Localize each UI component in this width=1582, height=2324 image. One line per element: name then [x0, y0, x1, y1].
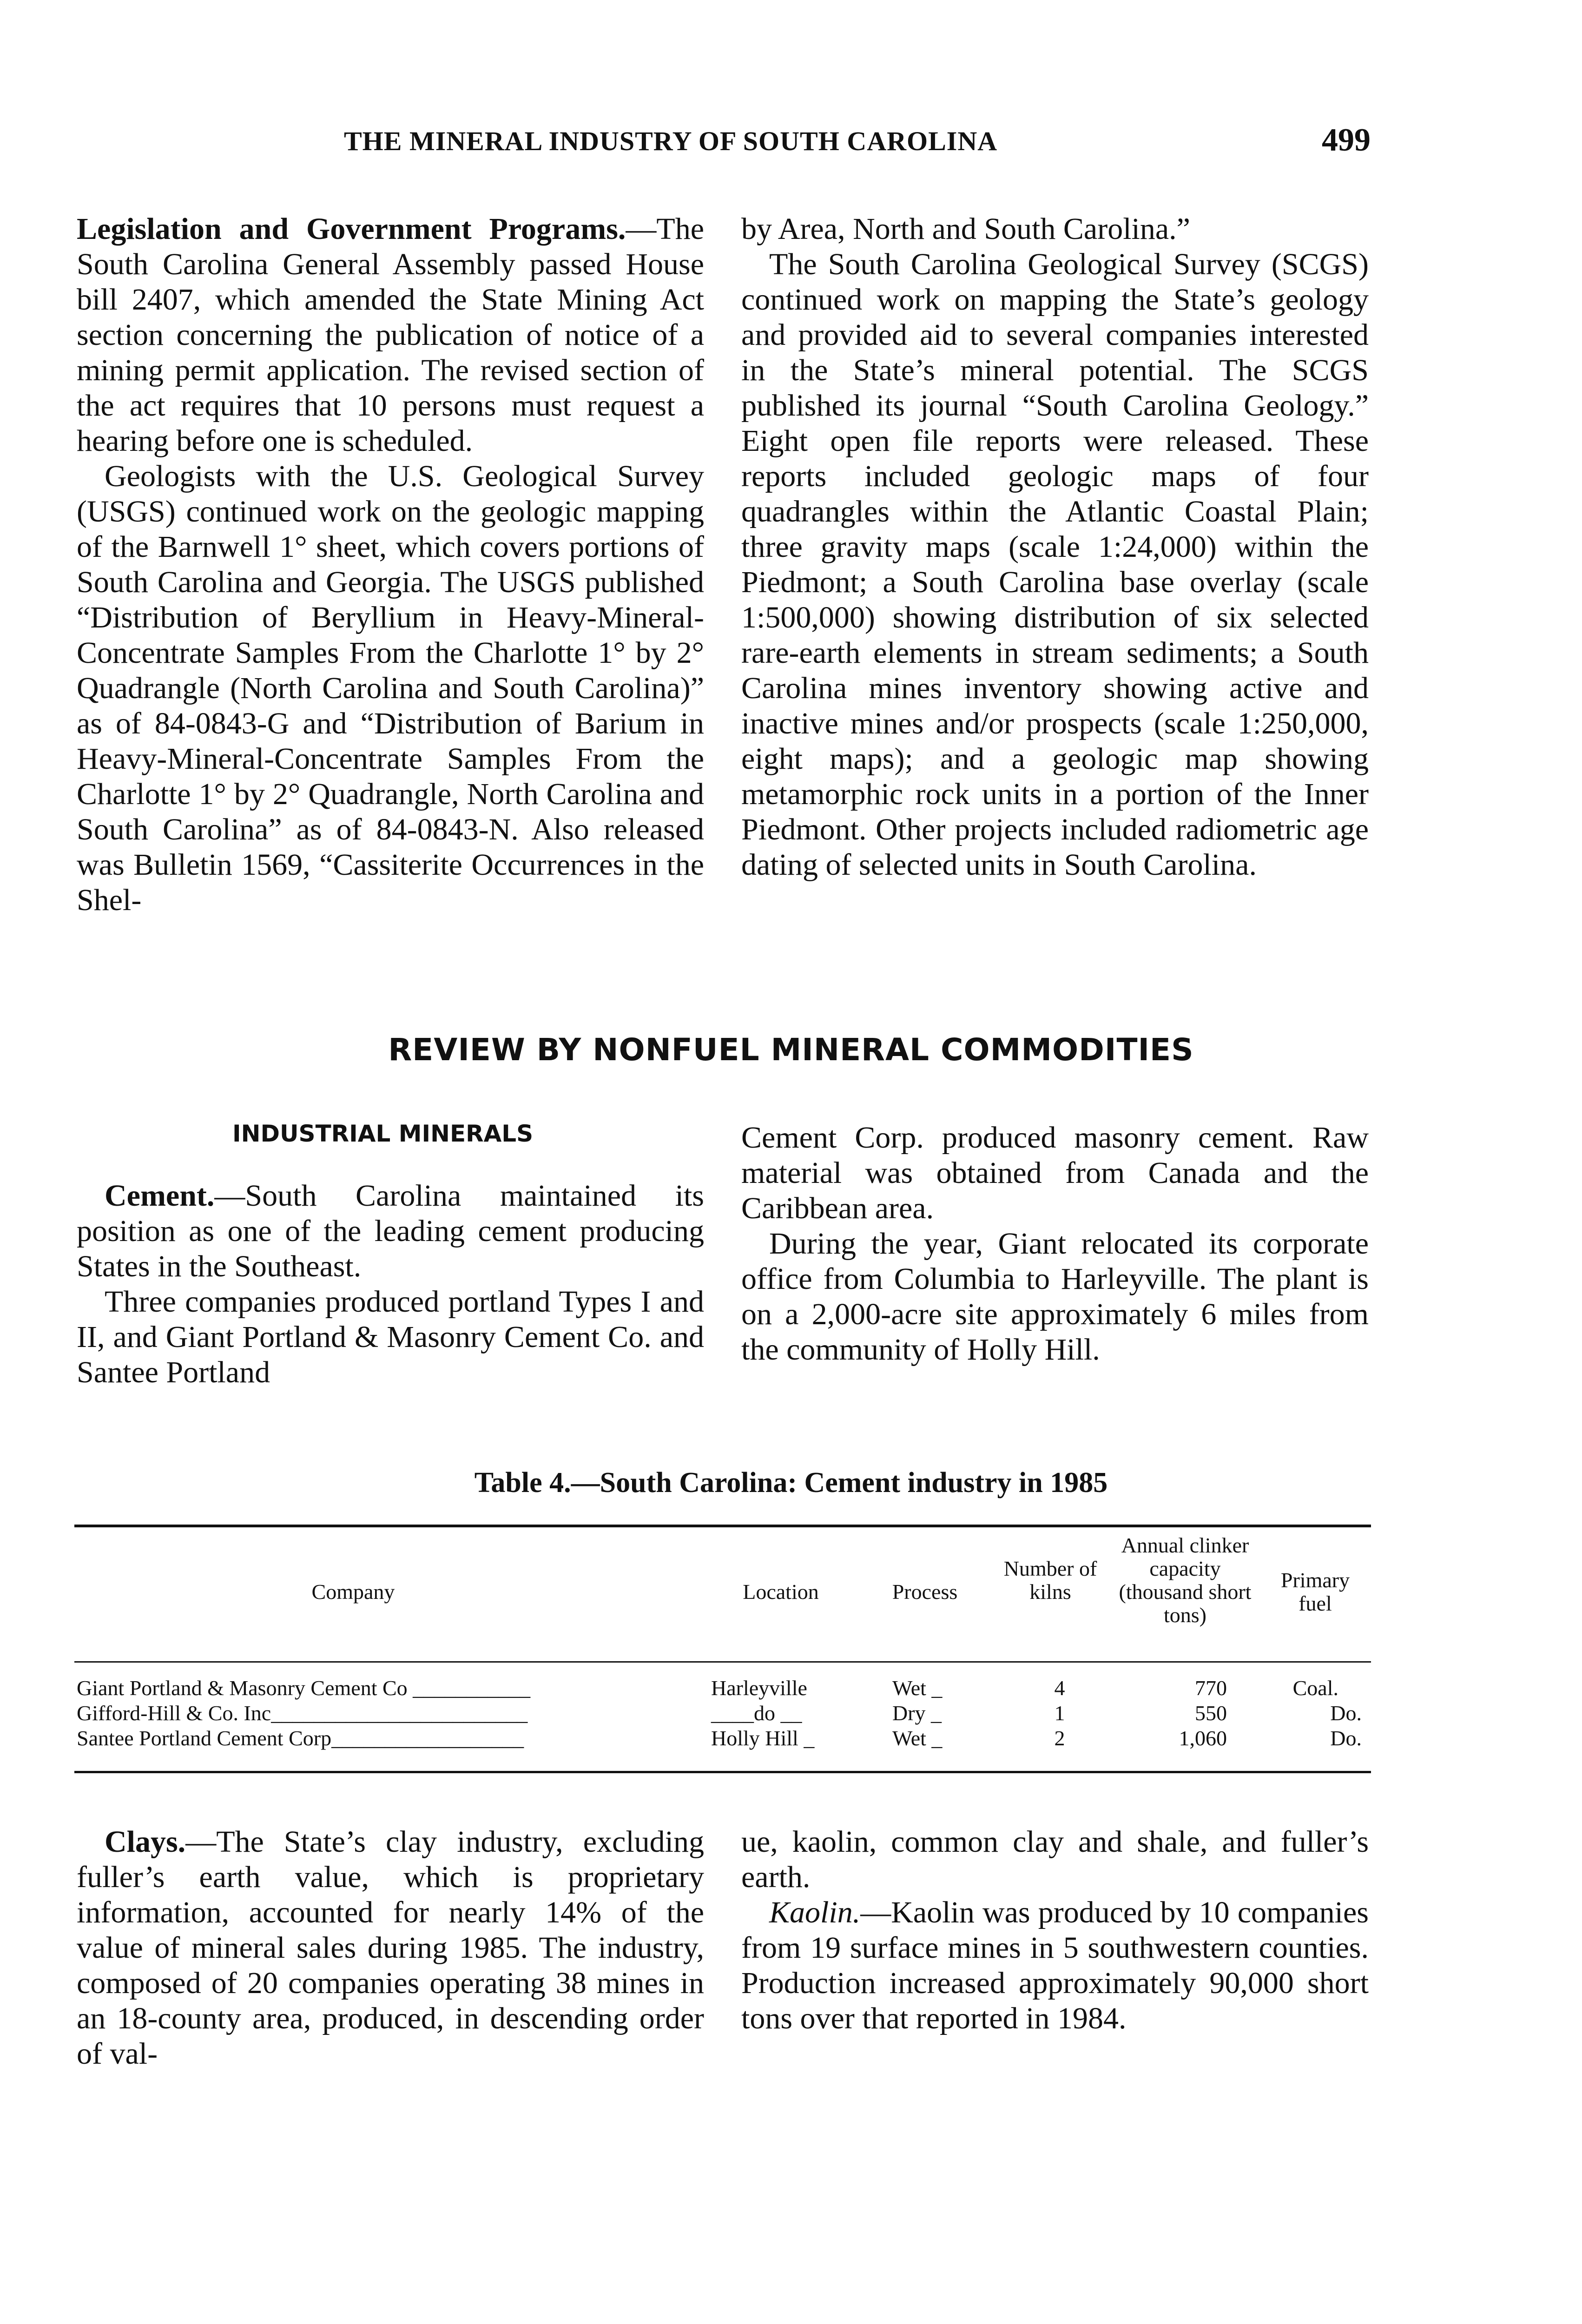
- table-title: Table 4.—South Carolina: Cement industry in 1985: [474, 1467, 1108, 1499]
- cement-right-column: [741, 1120, 1369, 1367]
- table-top-rule: [74, 1525, 1371, 1527]
- usgs-paragraph: Geologists with the U.S. Geological Survey (USGS) continued work on the geologic mapping of the Barnwell 1° sheet, which covers portions of South Carolina and Georgia. The USGS published “Distribution of Beryllium in Heavy-Mineral-Concentrate Samples From the Charlotte 1° by 2° Quadrangle (North Carolina and South Carolina)” as of 84-0843-G and “Distribution of Barium in Heavy-Mineral-Concentrate Samples From the Charlotte 1° by 2° Quadrangle, North Carolina and South Carolina” as of 84-0843-N. Also released was Bulletin 1569, “Cassiterite Occurrences in the Shel-: [77, 459, 704, 917]
- column-header-location: Location: [743, 1580, 819, 1604]
- table-cell-kilns: 1: [1054, 1701, 1065, 1725]
- kaolin-paragraph-text: —Kaolin was produced by 10 companies from 19 surface mines in 5 southwestern counties. Production increased approximately 90,000 short tons over that reported in 1984.: [741, 1895, 1369, 2035]
- table-cell-capacity: 1,060: [1179, 1726, 1227, 1750]
- kaolin-paragraph: [741, 1895, 1369, 2036]
- table-cell-fuel: Coal.: [1292, 1676, 1338, 1700]
- running-head: THE MINERAL INDUSTRY OF SOUTH CAROLINA: [344, 126, 998, 156]
- cement-paragraph: [77, 1178, 704, 1284]
- clays-paragraph-text: —The State’s clay industry, excluding fuller’s earth value, which is proprietary information, accounted for nearly 14% of the value of mineral sales during 1985. The industry, composed of 20 companies operating 38 mines in an 18-county area, produced, in descending order of val-: [77, 1825, 704, 2071]
- table-bottom-rule: [74, 1771, 1371, 1773]
- cement-companies-paragraph: Three companies produced portland Types I and II, and Giant Portland & Masonry Cement Co. and Santee Portland: [77, 1285, 704, 1389]
- legislation-runin-heading: Legislation and Government Programs.: [77, 212, 626, 246]
- clays-left-column: [77, 1824, 704, 2072]
- table-cell-company: Santee Portland Cement Corp__________________: [77, 1726, 524, 1750]
- legislation-paragraph-text: —The South Carolina General Assembly passed House bill 2407, which amended the State Mining Act section concerning the publication of notice of a mining permit application. The revised section of the act requires that 10 persons must request a hearing before one is scheduled.: [77, 212, 704, 458]
- table-cell-kilns: 2: [1054, 1726, 1065, 1750]
- table-cell-process: Wet _: [892, 1676, 943, 1700]
- clays-runin-heading: Clays.: [105, 1825, 186, 1859]
- cement-continued-paragraph: Cement Corp. produced masonry cement. Raw material was obtained from Canada and the Caribbean area.: [741, 1121, 1369, 1225]
- table-cell-process: Wet _: [892, 1726, 943, 1750]
- section-title: REVIEW BY NONFUEL MINERAL COMMODITIES: [388, 1032, 1194, 1068]
- column-header-company: Company: [311, 1580, 395, 1604]
- cement-paragraph-text: —South Carolina maintained its position as one of the leading cement producing States in the Southeast.: [77, 1179, 704, 1283]
- table-header-rule: [74, 1661, 1371, 1663]
- table-cell-location: ____do __: [711, 1701, 802, 1725]
- table-cell-location: Holly Hill _: [711, 1726, 815, 1750]
- page-number: 499: [1322, 122, 1371, 158]
- clays-right-column: [741, 1824, 1369, 2036]
- legislation-paragraph: [77, 211, 704, 459]
- column-header-capacity: Annual clinker capacity (thousand short tons): [1119, 1533, 1252, 1627]
- table-cell-process: Dry _: [892, 1701, 942, 1725]
- table-cell-company: Gifford-Hill & Co. Inc________________________: [77, 1701, 528, 1725]
- column-header-fuel: Primary fuel: [1280, 1568, 1350, 1615]
- kaolin-runin-heading: Kaolin.: [769, 1895, 861, 1929]
- column-header-process: Process: [892, 1580, 958, 1604]
- continued-paragraph: by Area, North and South Carolina.”: [741, 212, 1190, 246]
- industrial-minerals-subhead: INDUSTRIAL MINERALS: [232, 1120, 534, 1147]
- legislation-right-column: [741, 211, 1369, 883]
- clays-continued-paragraph: ue, kaolin, common clay and shale, and fuller’s earth.: [741, 1825, 1369, 1894]
- table-cell-capacity: 550: [1195, 1701, 1227, 1725]
- scgs-paragraph: The South Carolina Geological Survey (SCGS) continued work on mapping the State’s geology and provided aid to several companies interested in the State’s mineral potential. The SCGS published its journal “South Carolina Geology.” Eight open file reports were released. These reports included geologic maps of four quadrangles within the Atlantic Coastal Plain; three gravity maps (scale 1:24,000) within the Piedmont; a South Carolina base overlay (scale 1:500,000) showing distribution of six selected rare-earth elements in stream sediments; a South Carolina mines inventory showing active and inactive mines and/or prospects (scale 1:250,000, eight maps); and a geologic map showing metamorphic rock units in a portion of the Inner Piedmont. Other projects included radiometric age dating of selected units in South Carolina.: [741, 247, 1369, 882]
- clays-paragraph: [77, 1824, 704, 2072]
- legislation-left-column: [77, 211, 704, 918]
- cement-left-column: [77, 1178, 704, 1390]
- cement-runin-heading: Cement.: [105, 1179, 215, 1213]
- table-cell-capacity: 770: [1195, 1676, 1227, 1700]
- table-cell-fuel: Do.: [1330, 1701, 1362, 1725]
- table-cell-location: Harleyville: [711, 1676, 807, 1700]
- giant-relocation-paragraph: During the year, Giant relocated its corporate office from Columbia to Harleyville. The plant is on a 2,000-acre site approximately 6 miles from the community of Holly Hill.: [741, 1227, 1369, 1367]
- column-header-kilns: Number of kilns: [1003, 1557, 1097, 1604]
- table-cell-kilns: 4: [1054, 1676, 1065, 1700]
- table-cell-company: Giant Portland & Masonry Cement Co ___________: [77, 1676, 531, 1700]
- table-cell-fuel: Do.: [1330, 1726, 1362, 1750]
